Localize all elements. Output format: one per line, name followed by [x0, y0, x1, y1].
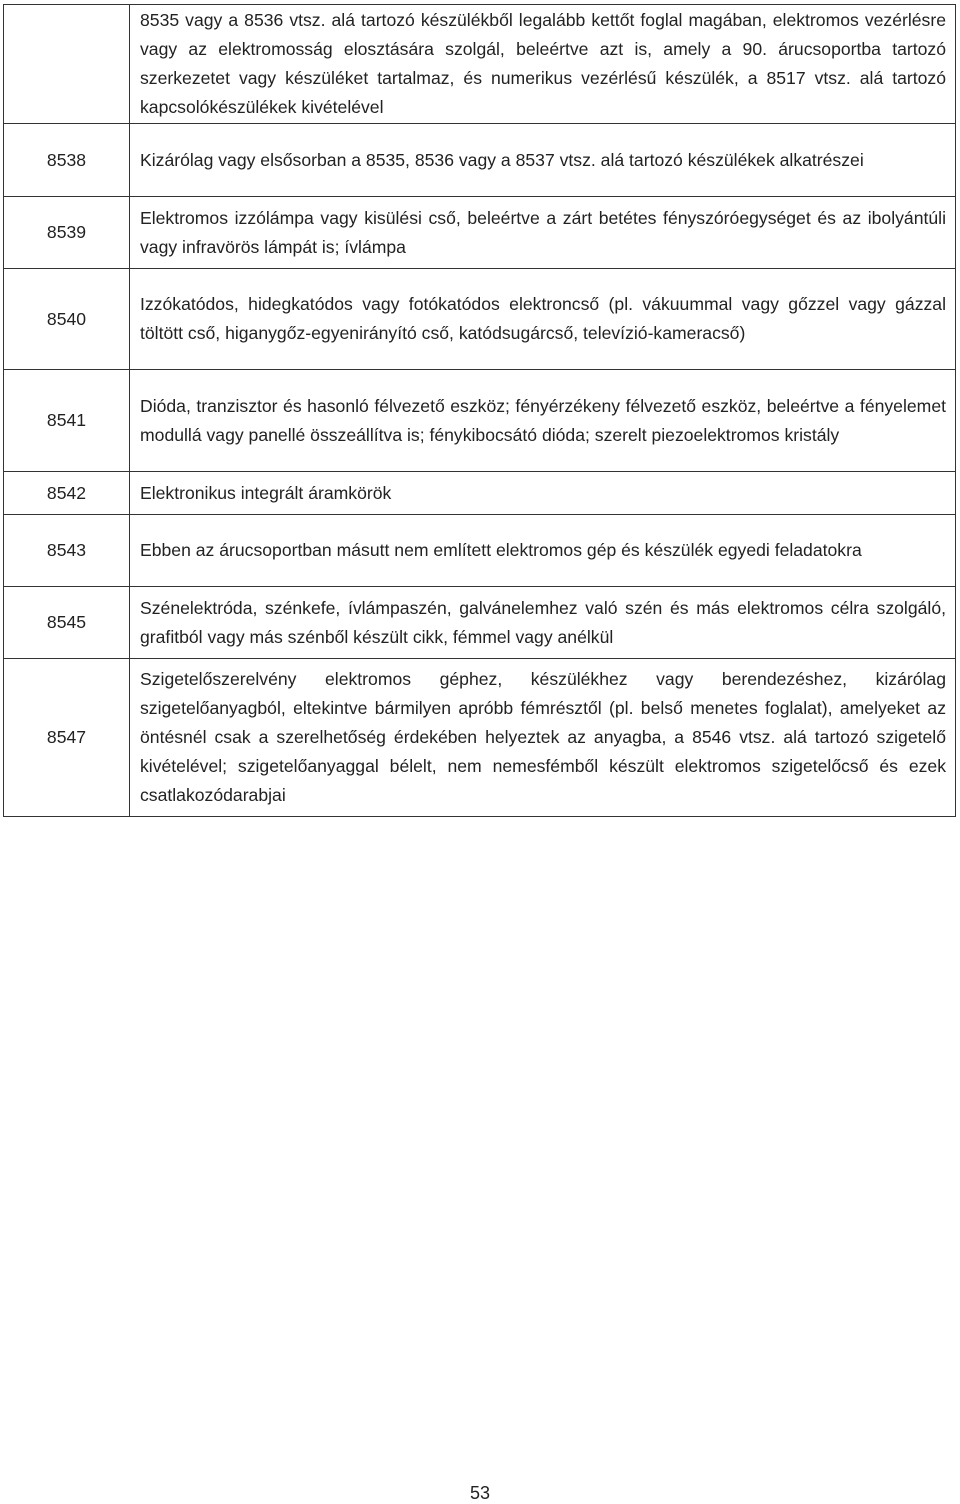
- table-row: [4, 659, 956, 817]
- tariff-code: [4, 5, 130, 124]
- tariff-code: 8538: [4, 124, 130, 197]
- table-row: [4, 472, 956, 515]
- table-row: [4, 5, 956, 124]
- tariff-code: 8541: [4, 370, 130, 472]
- tariff-description: Elektromos izzólámpa vagy kisülési cső, beleértve a zárt betétes fényszóróegységet és az ibolyántúli vagy infravörös lámpát is; ívlámpa: [130, 197, 956, 269]
- table-row: [4, 269, 956, 370]
- tariff-description: Ebben az árucsoportban másutt nem említett elektromos gép és készülék egyedi feladatokra: [130, 515, 956, 587]
- table-row: [4, 197, 956, 269]
- tariff-code: 8539: [4, 197, 130, 269]
- page-number: 53: [469, 1483, 491, 1503]
- table-row: [4, 370, 956, 472]
- tariff-code: 8543: [4, 515, 130, 587]
- tariff-code-table: [3, 4, 956, 817]
- tariff-description: Dióda, tranzisztor és hasonló félvezető eszköz; fényérzékeny félvezető eszköz, beleértve a fényelemet modullá vagy panellé összeállítva is; fénykibocsátó dióda; szerelt piezoelektromos kristály: [130, 370, 956, 472]
- table-row: [4, 124, 956, 197]
- table-row: [4, 515, 956, 587]
- tariff-code: 8547: [4, 659, 130, 817]
- table-row: [4, 587, 956, 659]
- tariff-code: 8542: [4, 472, 130, 515]
- tariff-description: Szénelektróda, szénkefe, ívlámpaszén, galvánelemhez való szén és más elektromos célra szolgáló, grafitból vagy más szénből készült cikk, fémmel vagy anélkül: [130, 587, 956, 659]
- tariff-description: Kizárólag vagy elsősorban a 8535, 8536 vagy a 8537 vtsz. alá tartozó készülékek alkatrészei: [130, 124, 956, 197]
- tariff-description: Szigetelőszerelvény elektromos géphez, készülékhez vagy berendezéshez, kizárólag szigetelőanyagból, eltekintve bármilyen apróbb fémrésztől (pl. belső menetes foglalat), amelyeket az öntésnél csak a szerelhetőség érdekében helyeztek az anyagba, a 8546 vtsz. alá tartozó szigetelő kivételével; szigetelőanyaggal bélelt, nem nemesfémből készült elektromos szigetelőcső és ezek csatlakozódarabjai: [130, 659, 956, 817]
- tariff-code: 8540: [4, 269, 130, 370]
- tariff-code: 8545: [4, 587, 130, 659]
- tariff-description: 8535 vagy a 8536 vtsz. alá tartozó készülékből legalább kettőt foglal magában, elektromos vezérlésre vagy az elektromosság elosztására szolgál, beleértve azt is, amely a 90. árucsoportba tartozó szerkezetet vagy készüléket tartalmaz, és numerikus vezérlésű készülék, a 8517 vtsz. alá tartozó kapcsolókészülékek kivételével: [130, 5, 956, 124]
- tariff-description: Elektronikus integrált áramkörök: [130, 472, 956, 515]
- tariff-description: Izzókatódos, hidegkatódos vagy fotókatódos elektroncső (pl. vákuummal vagy gőzzel vagy gázzal töltött cső, higanygőz-egyenirányító cső, katódsugárcső, televízió-kameracső): [130, 269, 956, 370]
